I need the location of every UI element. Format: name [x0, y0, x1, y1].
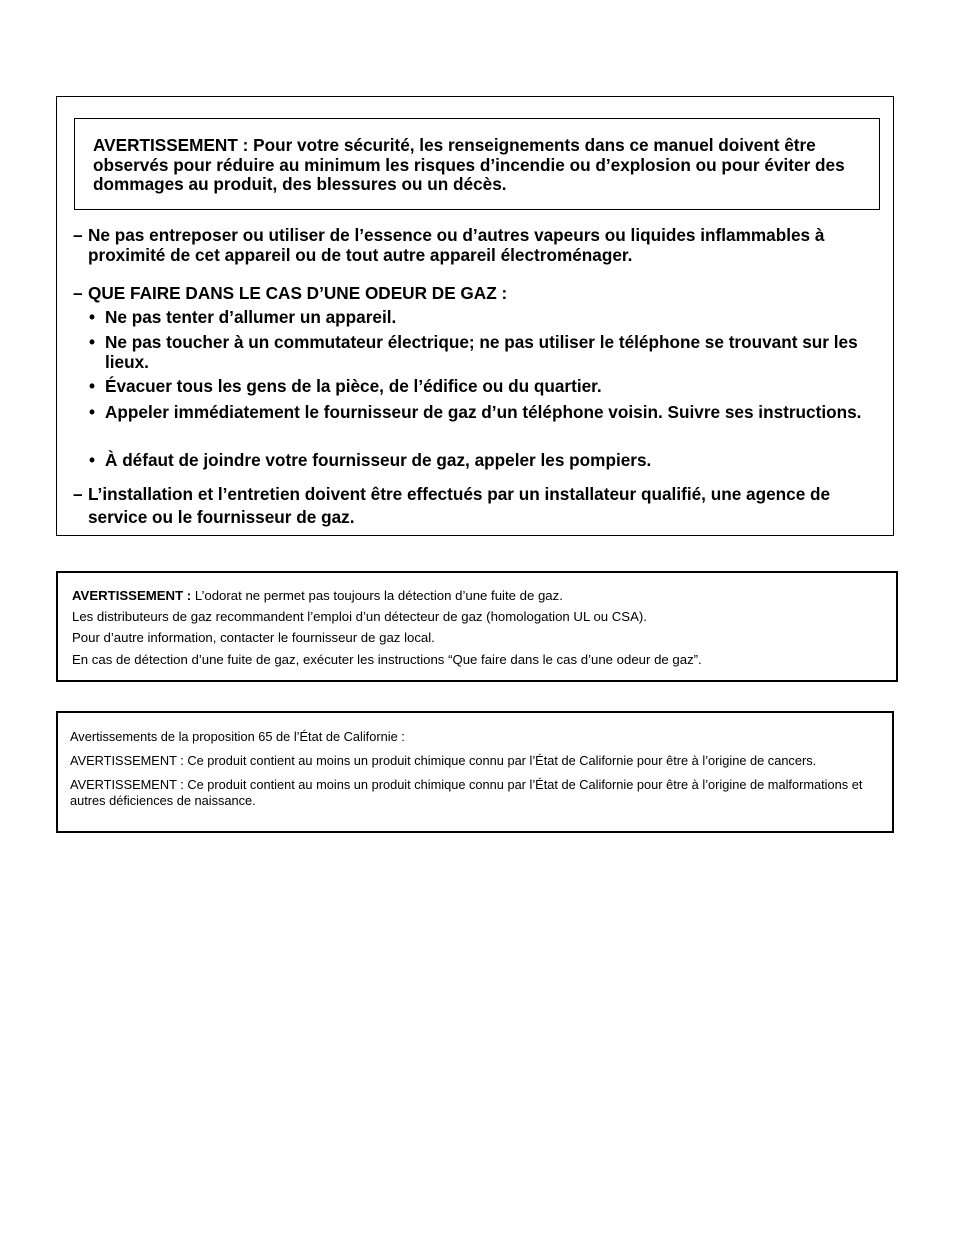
- california-warning-box: [56, 711, 894, 833]
- bullet-marker: •: [89, 376, 96, 396]
- gas-odor-step-text: Ne pas toucher à un commutateur électrique; ne pas utiliser le téléphone se trouvant sur les lieux.: [105, 332, 858, 372]
- gas-detector-line: [72, 588, 882, 603]
- bullet-marker: •: [89, 402, 96, 422]
- california-cancer-warning: AVERTISSEMENT : Ce produit contient au moins un produit chimique connu par l’État de Californie pour être à l’origine de cancers.: [70, 753, 817, 768]
- installation-text: L’installation et l’entretien doivent être effectués par un installateur qualifié, une agence de service ou le fournisseur de gaz.: [88, 484, 831, 527]
- safety-notice-box: [74, 118, 880, 210]
- gas-odor-step: [89, 403, 869, 423]
- gas-odor-heading-text: QUE FAIRE DANS LE CAS D’UNE ODEUR DE GAZ :: [88, 283, 508, 303]
- gas-detector-warning-box: [56, 571, 898, 682]
- dash-marker: –: [73, 225, 83, 245]
- bullet-marker: •: [89, 332, 96, 352]
- gas-odor-step-text: Évacuer tous les gens de la pièce, de l’édifice ou du quartier.: [105, 376, 602, 396]
- gas-odor-step-text: Appeler immédiatement le fournisseur de gaz d’un téléphone voisin. Suivre ses instructions.: [105, 402, 862, 422]
- gas-detector-line: Les distributeurs de gaz recommandent l’emploi d’un détecteur de gaz (homologation UL ou CSA).: [72, 609, 647, 625]
- bullet-marker: •: [89, 307, 96, 327]
- gas-odor-step: [89, 333, 869, 372]
- dash-marker: –: [73, 283, 83, 303]
- california-heading: Avertissements de la proposition 65 de l’État de Californie :: [70, 729, 405, 744]
- no-storage-item: [73, 226, 873, 265]
- main-warning-box: [56, 96, 894, 536]
- gas-odor-heading: [73, 284, 873, 304]
- dash-marker: –: [73, 484, 83, 504]
- gas-odor-step-text: Ne pas tenter d’allumer un appareil.: [105, 307, 397, 327]
- gas-detector-line: Pour d’autre information, contacter le fournisseur de gaz local.: [72, 630, 435, 646]
- no-storage-text: Ne pas entreposer ou utiliser de l’essence ou d’autres vapeurs ou liquides inflammables à proximité de cet appareil ou de tout autre appareil électroménager.: [88, 225, 825, 265]
- installation-item: [73, 483, 873, 529]
- gas-odor-step-text: À défaut de joindre votre fournisseur de gaz, appeler les pompiers.: [105, 450, 652, 470]
- gas-odor-step: [89, 308, 869, 328]
- bullet-marker: •: [89, 450, 96, 470]
- safety-notice-text: AVERTISSEMENT : Pour votre sécurité, les renseignements dans ce manuel doivent être observés pour réduire au minimum les risques d’incendie ou d’explosion ou pour éviter des dommages au produit, des blessures ou un décès.: [93, 135, 845, 194]
- california-birth-defects-warning: AVERTISSEMENT : Ce produit contient au moins un produit chimique connu par l’État de Californie pour être à l’origine de malformations et autres déficiences de naissance.: [70, 777, 863, 808]
- warning-label: AVERTISSEMENT :: [72, 588, 192, 603]
- gas-odor-step: [89, 451, 869, 471]
- gas-odor-step: [89, 377, 869, 397]
- gas-detector-line-text: L’odorat ne permet pas toujours la détection d’une fuite de gaz.: [191, 588, 563, 603]
- gas-detector-line: En cas de détection d’une fuite de gaz, exécuter les instructions “Que faire dans le cas d’une odeur de gaz”.: [72, 651, 702, 667]
